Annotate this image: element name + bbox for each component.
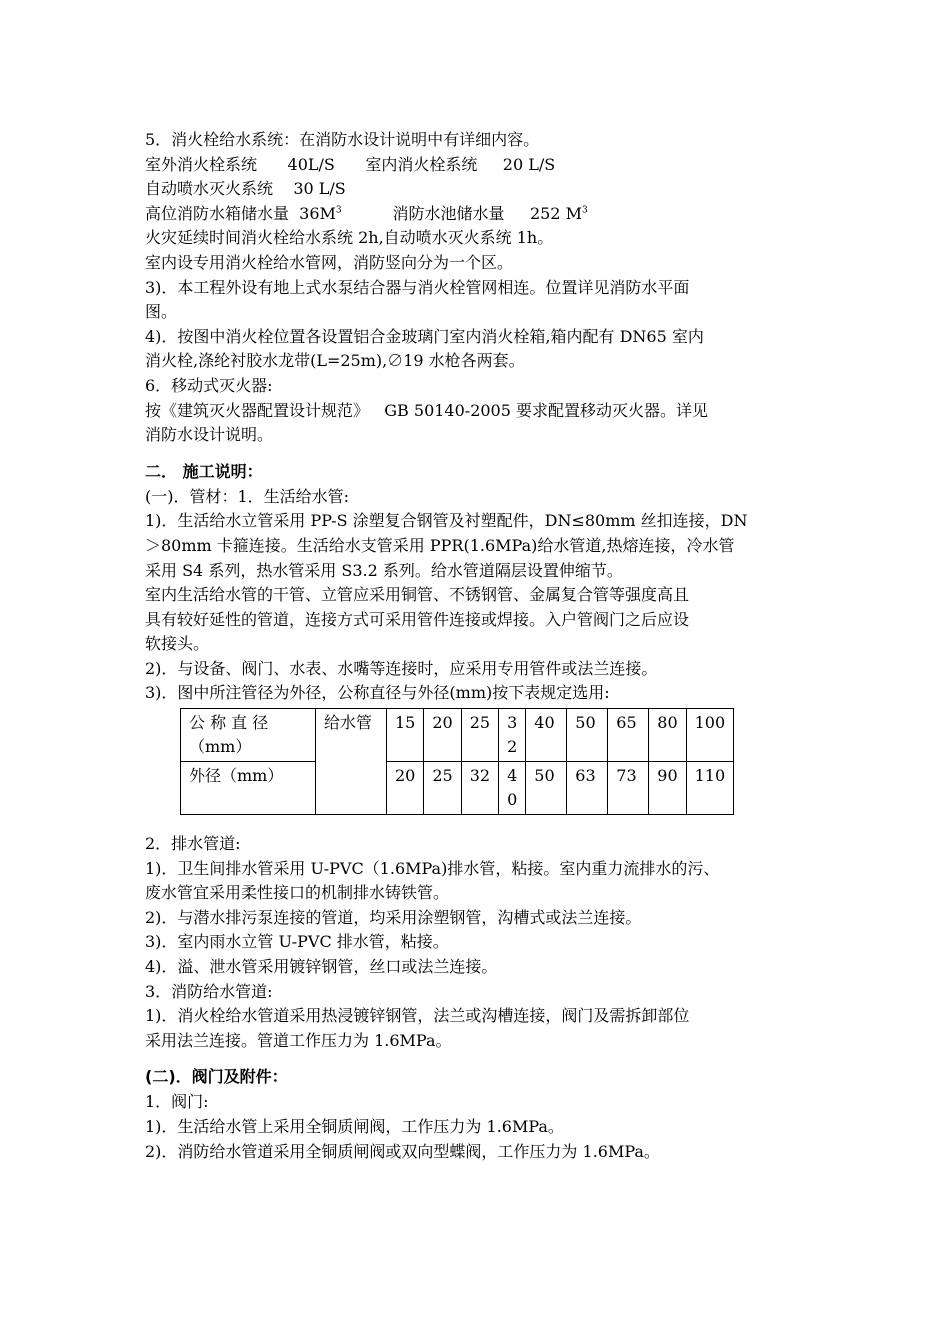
text-line: 室内生活给水管的干管、立管应采用铜管、不锈钢管、金属复合管等强度高且	[145, 585, 690, 605]
text-line: 按《建筑灭火器配置设计规范》 GB 50140-2005 要求配置移动灭火器。详见	[145, 400, 708, 420]
text-line: 1)．生活给水立管采用 PP-S 涂塑复合钢管及衬塑配件，DN≤80mm 丝扣连接，DN	[145, 511, 748, 531]
table-cell: 32	[499, 709, 526, 762]
section-heading: (二)．阀门及附件：	[145, 1067, 288, 1087]
table-cell: 25	[461, 709, 498, 762]
text-line: 采用 S4 系列，热水管采用 S3.2 系列。给水管道隔层设置伸缩节。	[145, 560, 623, 580]
text-line: 2)．与设备、阀门、水表、水嘴等连接时，应采用专用管件或法兰连接。	[145, 658, 658, 678]
text-line: 1．阀门:	[145, 1092, 209, 1112]
text-line: 图。	[145, 302, 178, 322]
pipe-size-table	[180, 708, 734, 815]
table-cell: 110	[686, 762, 734, 815]
text-line: 自动喷水灭火系统 30 L/S	[145, 179, 346, 199]
table-cell: 20	[424, 709, 461, 762]
text-line: 室外消火栓系统 40L/S 室内消火栓系统 20 L/S	[145, 154, 556, 174]
table-header-cell: 外径（mm）	[181, 762, 316, 815]
storage-pre: 高位消防水箱储水量 36M	[145, 203, 336, 223]
text-line: 5．消火栓给水系统：在消防水设计说明中有详细内容。	[145, 130, 540, 149]
table-cell: 15	[387, 709, 424, 762]
table-cell: 25	[424, 762, 461, 815]
table-label-cell: 给水管	[316, 709, 387, 815]
text-line: (一)．管材：1．生活给水管:	[145, 486, 350, 506]
storage-mid: 消防水池储水量 252 M	[341, 203, 582, 223]
table-header-cell: 公 称 直 径（mm）	[181, 709, 316, 762]
text-line: 1)．消火栓给水管道采用热浸镀锌钢管，法兰或沟槽连接，阀门及需拆卸部位	[145, 1006, 690, 1026]
table-cell: 65	[608, 709, 649, 762]
table-cell: 32	[461, 762, 498, 815]
text-line: 1)．卫生间排水管采用 U-PVC（1.6MPa)排水管，粘接。室内重力流排水的污、	[145, 858, 720, 878]
text-line: 3)．室内雨水立管 U-PVC 排水管，粘接。	[145, 932, 449, 952]
text-line: 6．移动式灭火器:	[145, 375, 273, 395]
table-cell: 63	[567, 762, 608, 815]
table-cell: 50	[567, 709, 608, 762]
text-line: 火灾延续时间消火栓给水系统 2h,自动喷水灭火系统 1h。	[145, 228, 554, 248]
text-line: 消火栓,涤纶衬胶水龙带(L=25m),∅19 水枪各两套。	[145, 351, 525, 371]
text-line: 废水管宜采用柔性接口的机制排水铸铁管。	[145, 883, 450, 903]
text-line: 采用法兰连接。管道工作压力为 1.6MPa。	[145, 1030, 452, 1050]
table-row	[181, 762, 734, 815]
table-cell: 80	[649, 709, 686, 762]
text-line: 3．消防给水管道:	[145, 981, 273, 1001]
document-page	[145, 128, 815, 1164]
table-cell: 20	[387, 762, 424, 815]
table-cell: 73	[608, 762, 649, 815]
superscript: 3	[581, 205, 588, 216]
text-line: 具有较好延性的管道，连接方式可采用管件连接或焊接。入户管阀门之后应设	[145, 609, 690, 629]
text-line: 2)．消防给水管道采用全铜质闸阀或双向型蝶阀，工作压力为 1.6MPa。	[145, 1141, 660, 1161]
section-heading: 二． 施工说明：	[145, 461, 263, 481]
text-line: 4)．溢、泄水管采用镀锌钢管，丝口或法兰连接。	[145, 957, 498, 977]
text-line: 3)．本工程外设有地上式水泵结合器与消火栓管网相连。位置详见消防水平面	[145, 277, 690, 297]
text-line: 2．排水管道:	[145, 834, 241, 854]
text-line: 消防水设计说明。	[145, 425, 274, 445]
text-line: 1)．生活给水管上采用全铜质闸阀，工作压力为 1.6MPa。	[145, 1117, 564, 1136]
text-line: 2)．与潜水排污泵连接的管道，均采用涂塑钢管，沟槽式或法兰连接。	[145, 907, 642, 927]
table-cell: 50	[526, 762, 567, 815]
text-line: 软接头。	[145, 634, 210, 654]
table-cell: 90	[649, 762, 686, 815]
table-cell: 40	[499, 762, 526, 815]
text-line: 4)．按图中消火栓位置各设置铝合金玻璃门室内消火栓箱,箱内配有 DN65 室内	[145, 326, 704, 346]
text-line: 3)．图中所注管径为外径，公称直径与外径(mm)按下表规定选用:	[145, 683, 610, 703]
table-cell: 100	[686, 709, 734, 762]
text-line: ＞80mm 卡箍连接。生活给水支管采用 PPR(1.6MPa)给水管道,热熔连接，冷水管	[145, 535, 735, 555]
storage-line	[145, 202, 815, 227]
superscript: 3	[335, 205, 342, 216]
table-row	[181, 709, 734, 762]
text-line: 室内设专用消火栓给水管网，消防竖向分为一个区。	[145, 252, 514, 272]
table-cell: 40	[526, 709, 567, 762]
